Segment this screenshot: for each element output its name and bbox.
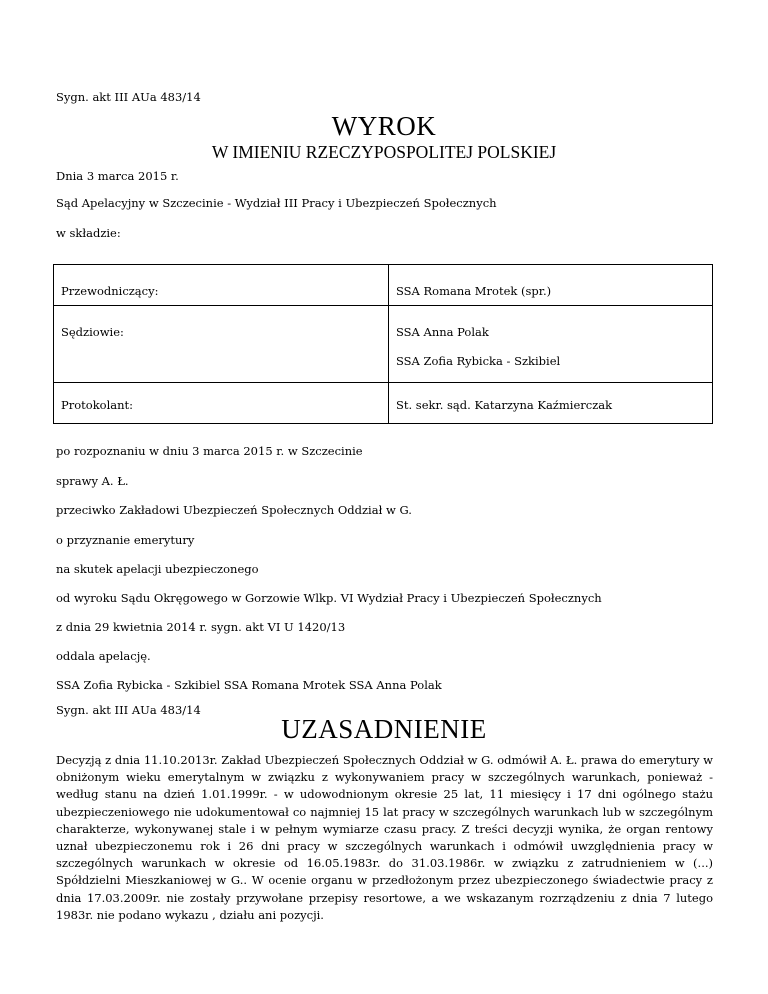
judges-values [389,306,713,383]
court-name: Sąd Apelacyjny w Szczecinie - Wydział III Pracy i Ubezpieczeń Społecznych [56,196,497,210]
justification-title: UZASADNIENIE [281,714,487,744]
judge-1: SSA Anna Polak [396,325,489,339]
justification-paragraph: Decyzją z dnia 11.10.2013r. Zakład Ubezpieczeń Społecznych Oddział w G. odmówił A. Ł. prawa do emerytury w obniżonym wieku emerytalnym w związku z wykonywaniem pracy w szczególnych warunkach, ponieważ - według stanu na dzień 1.01.1999r. - w udowodnionym okresie 25 lat, 11 miesięcy i 17 dni ogólnego stażu ubezpieczeniowego nie udokumentował co najmniej 15 lat pracy w szczególnych warunkach lub w szczególnym charakterze, wykonywanej stale i w pełnym wymiarze czasu pracy. Z treści decyzji wynika, że organ rentowy uznał ubezpieczonemu rok i 26 dni pracy w szczególnych warunkach i odmówił uwzględnienia pracy w szczególnych warunkach w okresie od 16.05.1983r. do 31.03.1986r. w związku z zatrudnieniem w (...) Spółdzielni Mieszkaniowej w G.. W ocenie organu w przedłożonym przez ubezpieczonego świadectwie pracy z dnia 17.03.2009r. nie zostały przywołane przepisy resortowe, a we wskazanym rozrządzeniu z dnia 7 lutego 1983r. nie podano wykazu , działu ani pozycji. [56,753,713,922]
chair-value: SSA Romana Mrotek (spr.) [389,265,713,306]
clerk-label: Protokolant: [54,383,389,424]
chair-row [54,265,713,306]
verdict-title: WYROK [331,111,437,141]
body-line-against: przeciwko Zakładowi Ubezpieczeń Społecznych Oddział w G. [56,503,412,517]
body-line-subject: o przyznanie emerytury [56,533,195,547]
clerk-value: St. sekr. sąd. Katarzyna Kaźmierczak [389,383,713,424]
in-name-subtitle: W IMIENIU RZECZYPOSPOLITEJ POLSKIEJ [211,142,557,162]
body-line-date: z dnia 29 kwietnia 2014 r. sygn. akt VI U 1420/13 [56,620,346,634]
judges-label: Sędziowie: [54,306,389,383]
case-number-top: Sygn. akt III AUa 483/14 [56,90,201,104]
body-line-appeal: na skutek apelacji ubezpieczonego [56,562,259,576]
body-line-ruling: oddala apelację. [56,649,151,663]
body-line-from-judgment: od wyroku Sądu Okręgowego w Gorzowie Wlkp. VI Wydział Pracy i Ubezpieczeń Społecznych [56,591,602,605]
composition-intro: w składzie: [56,226,121,240]
judges-row [54,306,713,383]
composition-table [53,264,713,424]
judges-signatures: SSA Zofia Rybicka - Szkibiel SSA Romana Mrotek SSA Anna Polak [56,678,442,692]
chair-label: Przewodniczący: [54,265,389,306]
date-line: Dnia 3 marca 2015 r. [56,169,179,183]
body-line-case: sprawy A. Ł. [56,474,129,488]
judge-2: SSA Zofia Rybicka - Szkibiel [396,354,561,368]
clerk-row [54,383,713,424]
body-line-hearing: po rozpoznaniu w dniu 3 marca 2015 r. w Szczecinie [56,444,363,458]
case-number-second: Sygn. akt III AUa 483/14 [56,703,201,717]
